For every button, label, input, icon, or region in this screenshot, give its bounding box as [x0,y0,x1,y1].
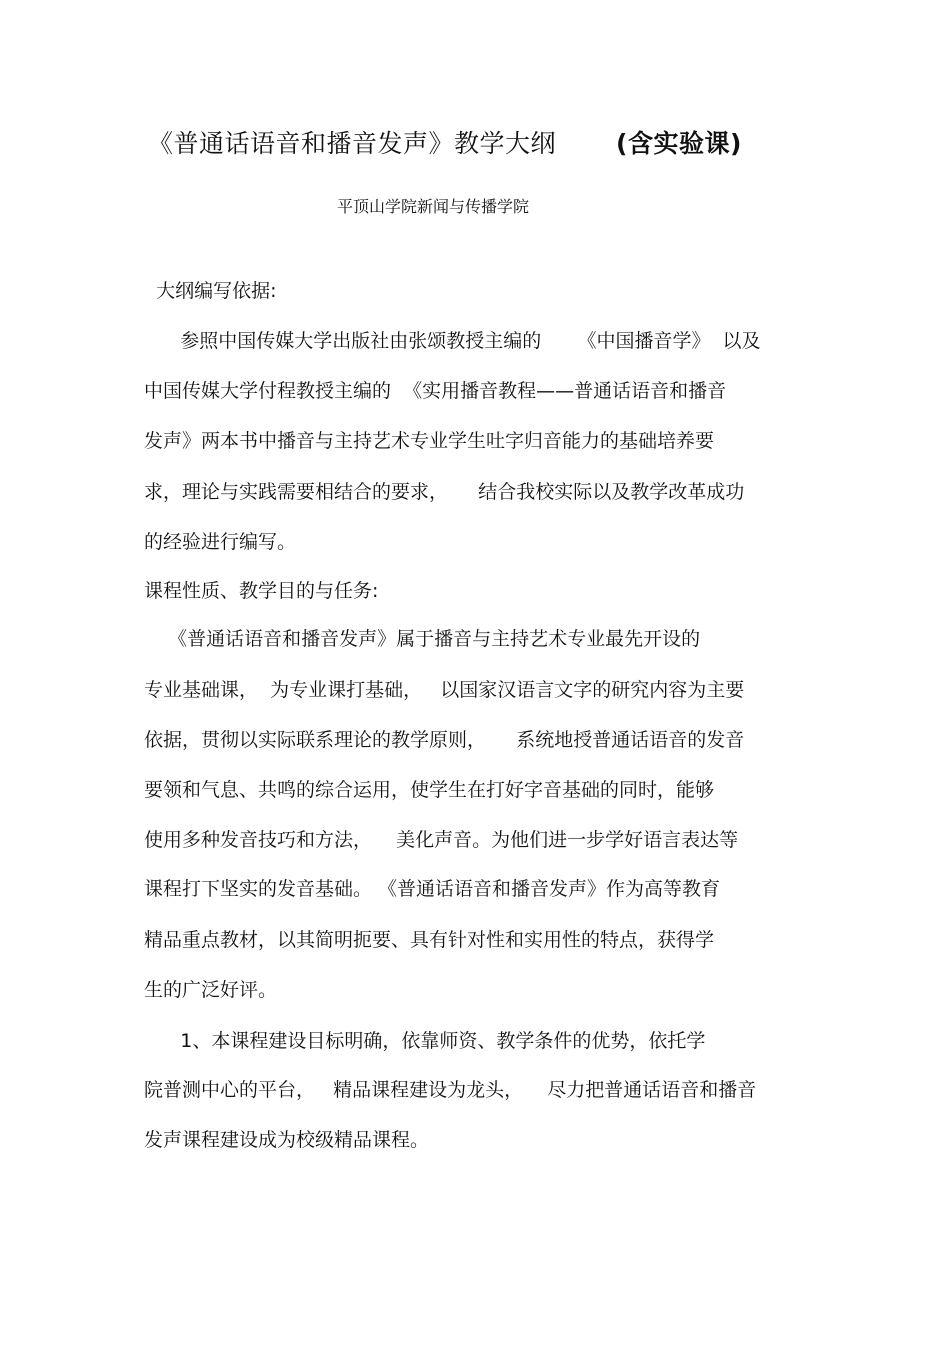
body-line: 要领和气息、共鸣的综合运用，使学生在打好字音基础的同时，能够 [144,779,715,801]
title-text: 《普通话语音和播音发声》教学大纲 [148,129,557,158]
body-line: 发声》两本书中播音与主持艺术专业学生吐字归音能力的基础培养要 [144,430,715,452]
body-line: 课程打下坚实的发音基础。 《普通话语音和播音发声》作为高等教育 [144,878,721,900]
body-line: 1、本课程建设目标明确，依靠师资、教学条件的优势，依托学 [144,1030,706,1052]
section-heading-nature: 课程性质、教学目的与任务: [144,580,379,602]
body-line: 发声课程建设成为校级精品课程。 [144,1129,430,1151]
body-line: 使用多种发音技巧和方法， 美化声音。为他们进一步学好语言表达等 [144,829,739,851]
document-title [148,124,742,160]
body-line: 中国传媒大学付程教授主编的 《实用播音教程——普通话语音和播音 [144,380,727,402]
body-line: 参照中国传媒大学出版社由张颂教授主编的 《中国播音学》 以及 [144,330,761,352]
title-suffix: (含实验课) [616,129,742,158]
body-line: 依据，贯彻以实际联系理论的教学原则， 系统地授普通话语音的发音 [144,729,745,751]
body-line: 院普测中心的平台， 精品课程建设为龙头， 尽力把普通话语音和播音 [144,1079,757,1101]
body-line: 专业基础课， 为专业课打基础， 以国家汉语言文字的研究内容为主要 [144,679,745,701]
section-heading-basis: 大纲编写依据: [144,280,277,302]
body-line: 生的广泛好评。 [144,979,278,1001]
body-line: 求，理论与实践需要相结合的要求， 结合我校实际以及教学改革成功 [144,481,745,503]
body-line: 的经验进行编写。 [144,531,297,553]
body-line: 《普通话语音和播音发声》属于播音与主持艺术专业最先开设的 [144,628,701,650]
document-subtitle: 平顶山学院新闻与传播学院 [337,197,530,216]
body-line: 精品重点教材，以其简明扼要、具有针对性和实用性的特点，获得学 [144,929,715,951]
